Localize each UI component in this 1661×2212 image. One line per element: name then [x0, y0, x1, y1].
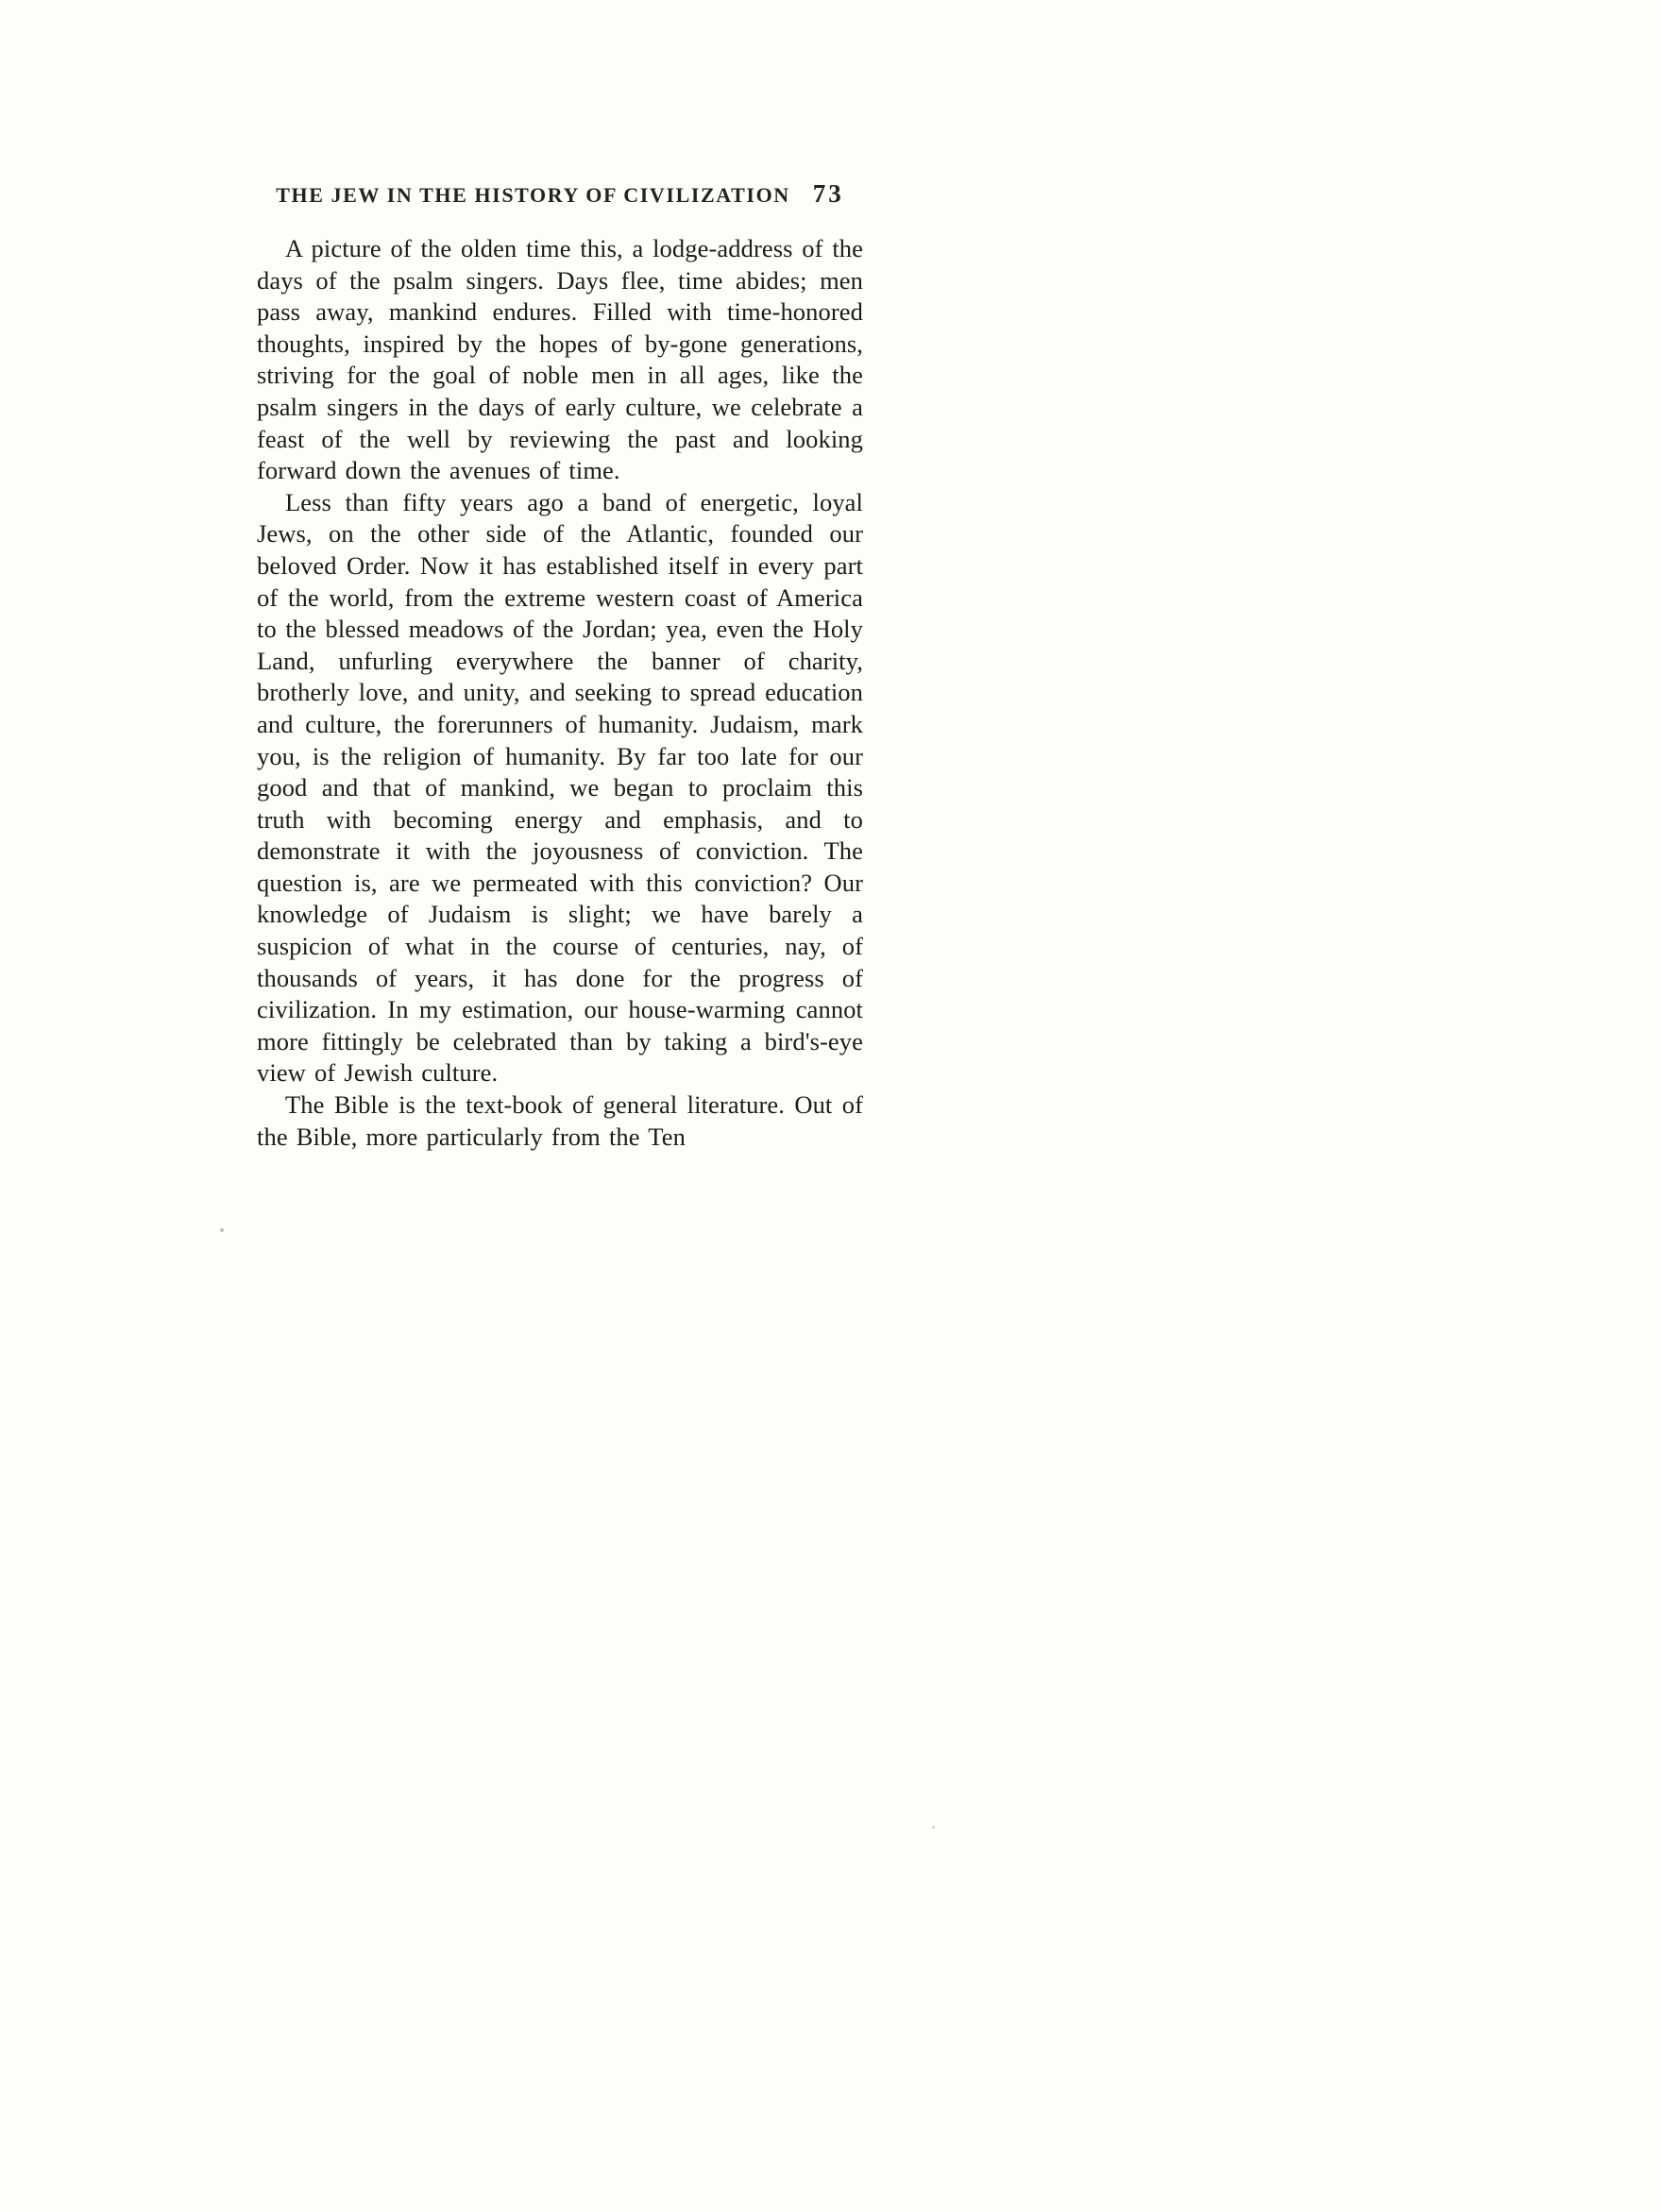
page-number: 73	[812, 179, 844, 208]
paragraph: The Bible is the text-book of general literature. Out of the Bible, more particularly from the Ten	[257, 1090, 863, 1151]
scan-speck	[932, 1826, 935, 1829]
paragraph: Less than fifty years ago a band of energetic, loyal Jews, on the other side of the Atlantic, founded our beloved Order. Now it has established itself in every part of the world, from the extreme western coast of America to the blessed meadows of the Jordan; yea, even the Holy Land, unfurling everywhere the banner of charity, brotherly love, and unity, and seeking to spread education and culture, the forerunners of humanity. Judaism, mark you, is the religion of humanity. By far too late for our good and that of mankind, we began to proclaim this truth with becoming energy and emphasis, and to demonstrate it with the joyousness of conviction. The question is, are we permeated with this conviction? Our knowledge of Judaism is slight; we have barely a suspicion of what in the course of centuries, nay, of thousands of years, it has done for the progress of civilization. In my estimation, our house-warming cannot more fittingly be celebrated than by taking a bird's-eye view of Jewish culture.	[257, 487, 863, 1088]
scan-speck	[220, 1228, 224, 1232]
running-head-title: THE JEW IN THE HISTORY OF CIVILIZATION	[276, 183, 790, 207]
running-head	[257, 179, 863, 209]
paragraph: A picture of the olden time this, a lodge-address of the days of the psalm singers. Days flee, time abides; men pass away, mankind endures. Filled with time-honored thoughts, inspired by the hopes of by-gone generations, striving for the goal of noble men in all ages, like the psalm singers in the days of early culture, we celebrate a feast of the well by reviewing the past and looking forward down the avenues of time.	[257, 234, 863, 485]
body-text	[257, 233, 863, 1153]
